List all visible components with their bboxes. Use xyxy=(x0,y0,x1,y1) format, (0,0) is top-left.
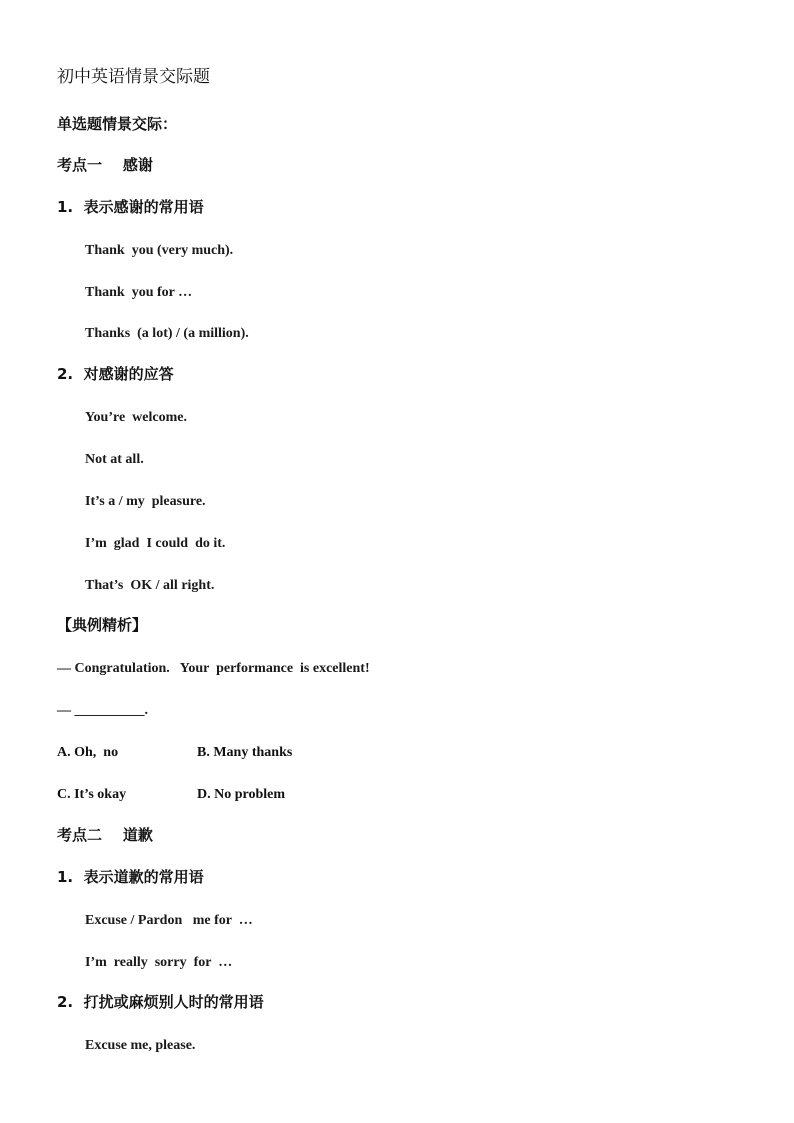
option-c: C. It’s okay xyxy=(57,787,127,802)
reply-phrase: That’s OK / all right. xyxy=(85,578,215,593)
document-title: 初中英语情景交际题 xyxy=(57,67,210,87)
thanks-phrase: Thanks (a lot) / (a million). xyxy=(85,326,249,341)
apology-phrase: I’m really sorry for … xyxy=(85,955,233,970)
section1-item2-label: 2. 对感谢的应答 xyxy=(57,365,174,383)
document-subtitle: 单选题情景交际： xyxy=(57,115,178,133)
reply-phrase: It’s a / my pleasure. xyxy=(85,494,206,509)
reply-phrase: You’re welcome. xyxy=(85,410,187,425)
reply-phrase: I’m glad I could do it. xyxy=(85,536,226,551)
reply-phrase: Not at all. xyxy=(85,452,144,467)
disturb-phrase: Excuse me, please. xyxy=(85,1038,196,1053)
thanks-phrase: Thank you for … xyxy=(85,285,193,300)
example-question: — Congratulation. Your performance is excellent! xyxy=(57,661,370,676)
example-heading: 【典例精析】 xyxy=(57,616,148,634)
apology-phrase: Excuse / Pardon me for … xyxy=(85,913,253,928)
thanks-phrase: Thank you (very much). xyxy=(85,243,234,258)
section2-item2-label: 2. 打扰或麻烦别人时的常用语 xyxy=(57,993,264,1011)
option-a: A. Oh, no xyxy=(57,745,119,760)
section2-item1-label: 1. 表示道歉的常用语 xyxy=(57,868,204,886)
section2-heading: 考点二 道歉 xyxy=(57,826,153,844)
section1-heading: 考点一 感谢 xyxy=(57,156,153,174)
option-b: B. Many thanks xyxy=(197,745,293,760)
section1-item1-label: 1. 表示感谢的常用语 xyxy=(57,198,204,216)
example-answer-blank: — __________. xyxy=(57,703,148,718)
option-d: D. No problem xyxy=(197,787,286,802)
